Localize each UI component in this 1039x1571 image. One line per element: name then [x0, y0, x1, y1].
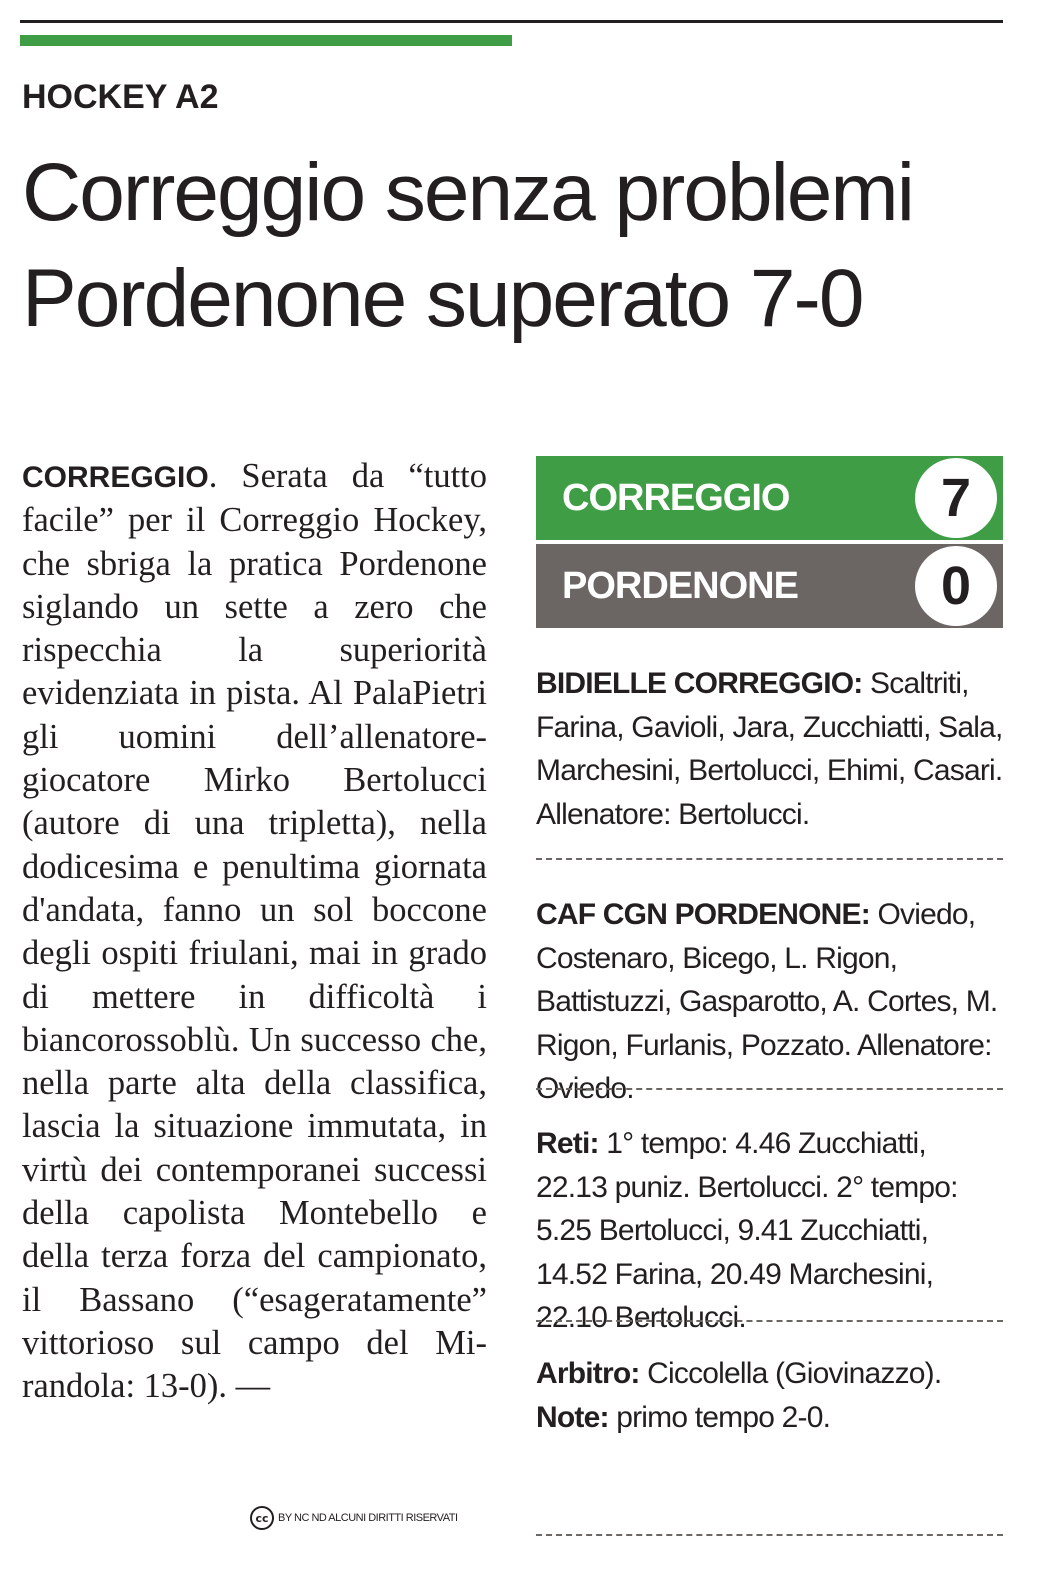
divider [536, 1088, 1003, 1090]
goals [536, 1122, 1003, 1340]
headline-line-2: Pordenone superato 7-0 [22, 253, 863, 344]
scoreboard-home [536, 456, 1003, 540]
notes-text: primo tempo 2-0. [616, 1400, 831, 1434]
notes-label: Note: [536, 1400, 609, 1434]
article-text: . Serata da “tutto facile” per il Correggio Hockey, che sbriga la pratica Pordenone siglando un sette a zero che rispecchia la superiorità evidenziata in pista. Al PalaPietri gli uomini dell’allenatore-giocatore Mirko Bertolucci (autore di una tripletta), nella dodicesima e penultima giornata d'andata, fanno un sol boccone degli ospiti friulani, mai in grado di mettere in difficoltà i biancorossoblù. Un successo che, nella parte alta della classifica, lascia la situazione immutata, in virtù dei contemporanei successi della capolista Montebello e della terza forza del campionato, il Bassano (“esageratamente” vittorioso sul campo del Mirandola: 13-0). — [22, 457, 487, 1406]
section-accent-bar [20, 35, 512, 46]
headline [22, 140, 1022, 352]
goals-text: 1° tempo: 4.46 Zucchiatti, 22.13 puniz. Bertolucci. 2° tempo: 5.25 Bertolucci, 9.41 Zucchiatti, 14.52 Farina, 20.49 Marchesini, 22.10 Bertolucci. [536, 1127, 958, 1334]
referee-line [536, 1352, 1003, 1396]
license-notice [250, 1506, 458, 1530]
goals-label: Reti: [536, 1127, 599, 1160]
notes-line [536, 1396, 1003, 1440]
home-lineup [536, 662, 1003, 836]
scoreboard-away [536, 544, 1003, 628]
article-dateline: CORREGGIO [22, 461, 209, 494]
referee-notes [536, 1352, 1003, 1439]
section-kicker: HOCKEY A2 [22, 78, 219, 116]
headline-line-1: Correggio senza problemi [22, 147, 913, 238]
away-score: 0 [915, 546, 997, 626]
home-lineup-label: BIDIELLE CORREGGIO: [536, 667, 863, 700]
referee-label: Arbitro: [536, 1357, 640, 1390]
top-rule [20, 20, 1003, 23]
home-lineup-text: Scaltriti, Farina, Gavioli, Jara, Zucchiatti, Sala, Marchesini, Bertolucci, Ehimi, Casari. Allenatore: Bertolucci. [536, 667, 1003, 831]
divider [536, 858, 1003, 860]
away-lineup [536, 893, 1003, 1111]
home-team-name: CORREGGIO [562, 476, 790, 519]
divider [536, 1534, 1003, 1536]
away-team-name: PORDENONE [562, 564, 798, 607]
article-body [22, 455, 487, 1409]
referee-text: Ciccolella (Giovinazzo). [647, 1357, 942, 1390]
license-text: BY NC ND ALCUNI DIRITTI RISERVATI [278, 1512, 458, 1524]
away-lineup-label: CAF CGN PORDENONE: [536, 898, 870, 931]
creative-commons-icon: cc [250, 1506, 274, 1530]
home-score: 7 [915, 458, 997, 538]
divider [536, 1320, 1003, 1322]
away-lineup-text: Oviedo, Costenaro, Bicego, L. Rigon, Battistuzzi, Gasparotto, A. Cortes, M. Rigon, Furlanis, Pozzato. Allenatore: Oviedo. [536, 898, 998, 1105]
